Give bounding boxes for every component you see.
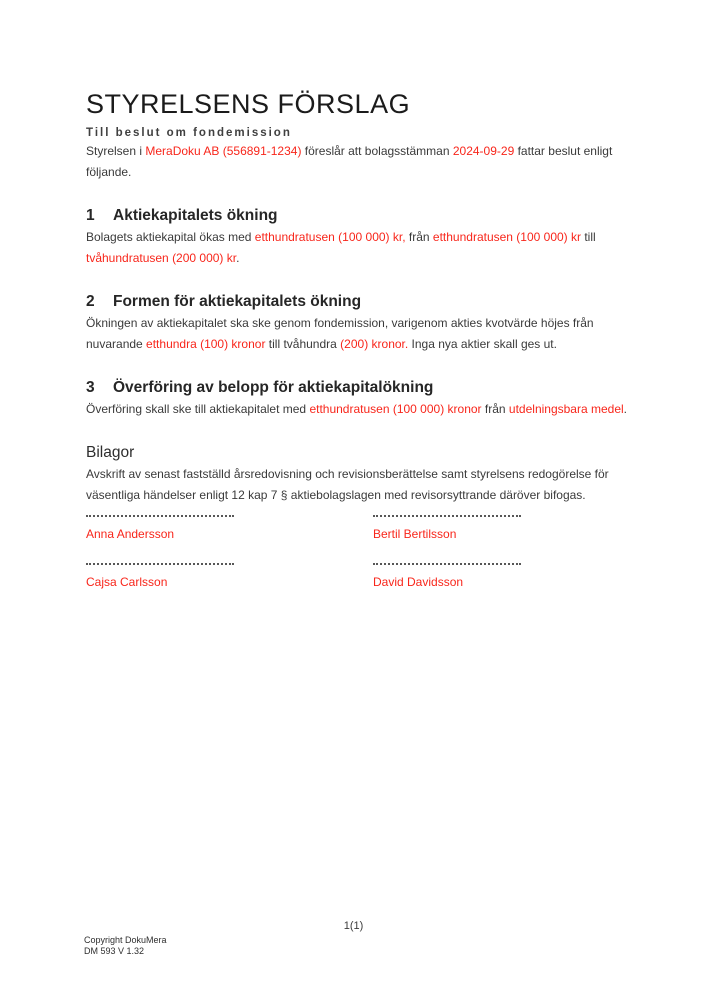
signature-block	[86, 513, 634, 590]
section-number: 2	[86, 293, 95, 310]
section-paragraph	[86, 399, 634, 420]
section-heading	[86, 205, 634, 226]
page-title: STYRELSENS FÖRSLAG	[86, 89, 411, 119]
section-number: 3	[86, 379, 95, 396]
editable-field-text: etthundratusen (100 000) kr,	[254, 230, 406, 244]
signature-cell	[86, 513, 373, 542]
signature-cell	[373, 561, 634, 590]
footer-page-number: 1(1)	[343, 920, 364, 932]
page-subtitle: Till beslut om fondemission	[86, 127, 292, 139]
static-text: Styrelsen i	[86, 144, 146, 158]
editable-field-text: etthundratusen (100 000) kr	[432, 230, 582, 244]
static-text: föreslår att bolagsstämman	[301, 144, 453, 158]
static-text: från	[481, 402, 509, 416]
footer-copyright	[84, 935, 167, 957]
signature-cell	[86, 561, 373, 590]
editable-field-text: tvåhundratusen (200 000) kr	[86, 251, 237, 265]
static-text: Bolagets aktiekapital ökas med	[86, 230, 255, 244]
editable-field-text: etthundratusen (100 000) kronor	[309, 402, 482, 416]
editable-field-text: MeraDoku AB (556891-1234)	[145, 144, 302, 158]
static-text: Ökningen av aktiekapitalet ska ske genom fondemission, varigenom akties kvotvärde höjes från nuvarande	[86, 316, 594, 351]
static-text: fattar beslut enligt följande.	[86, 144, 613, 179]
bilagor-paragraph: Avskrift av senast fastställd årsredovisning och revisionsberättelse samt styrelsens redogörelse för väsentliga händelser enligt 12 kap 7 § aktiebolagslagen med revisorsyttrande däröver bifogas.	[86, 467, 609, 502]
sections-container	[86, 205, 634, 420]
section-number: 1	[86, 207, 95, 224]
intro-paragraph	[86, 141, 634, 183]
static-text: Överföring skall ske till aktiekapitalet med	[86, 402, 310, 416]
footer-copyright-line2: DM 593 V 1.32	[84, 946, 145, 956]
editable-field-text: utdelningsbara medel	[508, 402, 624, 416]
signature-dotted-line	[86, 561, 234, 565]
static-text: .	[623, 402, 628, 416]
static-text: till tvåhundra	[265, 337, 341, 351]
section-heading	[86, 291, 634, 312]
editable-field-text: 2024-09-29	[452, 144, 515, 158]
signature-cell	[373, 513, 634, 542]
signature-dotted-line	[373, 561, 521, 565]
signature-dotted-line	[86, 513, 234, 517]
signature-name: Anna Andersson	[86, 527, 175, 541]
static-text: från	[405, 230, 433, 244]
static-text: Inga nya aktier skall ges ut.	[408, 337, 557, 351]
static-text: till	[581, 230, 596, 244]
section-heading-label: Överföring av belopp för aktiekapitalökning	[113, 379, 434, 396]
editable-field-text: etthundra (100) kronor	[146, 337, 266, 351]
section-paragraph	[86, 227, 634, 269]
signature-name: Bertil Bertilsson	[373, 527, 457, 541]
section-heading	[86, 377, 634, 398]
document-content	[86, 88, 634, 590]
section-heading-label: Formen för aktiekapitalets ökning	[113, 293, 362, 310]
signature-name: David Davidsson	[373, 575, 464, 589]
static-text: .	[236, 251, 240, 265]
signature-name: Cajsa Carlsson	[86, 575, 168, 589]
section-paragraph	[86, 313, 634, 355]
signature-dotted-line	[373, 513, 521, 517]
bilagor-heading: Bilagor	[86, 444, 135, 461]
editable-field-text: (200) kronor.	[340, 337, 409, 351]
footer-copyright-line1: Copyright DokuMera	[84, 935, 167, 945]
section-heading-label: Aktiekapitalets ökning	[113, 207, 278, 224]
